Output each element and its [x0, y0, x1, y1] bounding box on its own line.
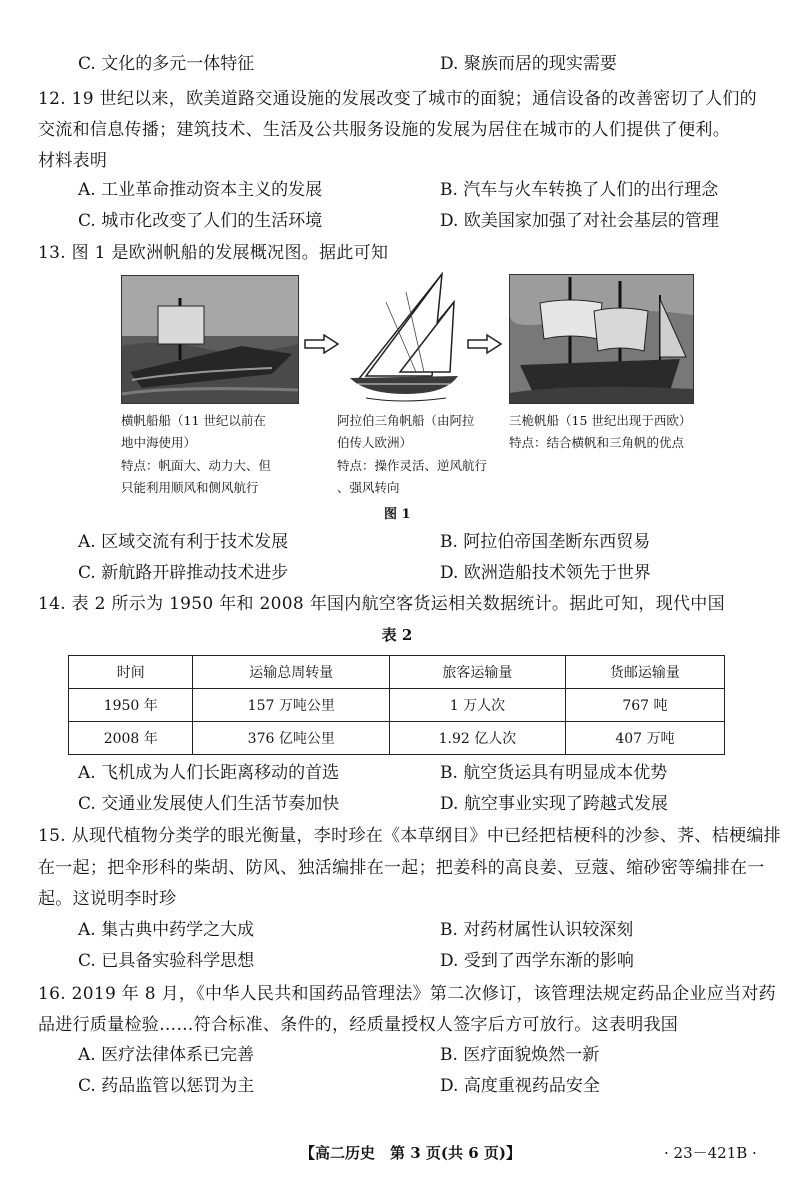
q13-option-a: A. 区域交流有利于技术发展 — [78, 532, 289, 552]
q12-option-d: D. 欧美国家加强了对社会基层的管理 — [440, 211, 719, 231]
q16-option-a: A. 医疗法律体系已完善 — [78, 1045, 255, 1065]
q12-option-a: A. 工业革命推动资本主义的发展 — [78, 180, 323, 200]
arrow-right-icon — [467, 334, 503, 354]
q12-stem-line-2: 交流和信息传播；建筑技术、生活及公共服务设施的发展为居住在城市的人们提供了便利。 — [38, 120, 730, 140]
ship1-caption-line: 特点：帆面大、动力大、但 — [121, 458, 272, 473]
table-row — [69, 722, 725, 755]
aviation-data-table — [68, 655, 725, 755]
table-caption: 表 2 — [381, 626, 413, 644]
table-cell: 1 万人次 — [390, 689, 566, 722]
ship2-caption-line: 、强风转向 — [337, 480, 400, 495]
page-footer: 【高二历史 第 3 页(共 6 页)】 — [300, 1144, 521, 1162]
table-cell: 157 万吨公里 — [193, 689, 390, 722]
q15-stem-line-1: 15. 从现代植物分类学的眼光衡量，李时珍在《本草纲目》中已经把桔梗科的沙参、荠、桔梗编排 — [38, 826, 781, 846]
q15-option-d: D. 受到了西学东渐的影响 — [440, 951, 634, 971]
q16-option-d: D. 高度重视药品安全 — [440, 1076, 600, 1096]
q11-option-c: C. 文化的多元一体特征 — [78, 54, 255, 74]
q13-option-b: B. 阿拉伯帝国垄断东西贸易 — [440, 532, 651, 552]
table-header-cell: 货邮运输量 — [565, 656, 724, 689]
arrow-right-icon — [304, 334, 340, 354]
q14-option-b: B. 航空货运具有明显成本优势 — [440, 763, 668, 783]
table-header-row — [69, 656, 725, 689]
ship2-caption-line: 特点：操作灵活、逆风航行 — [337, 458, 488, 473]
q16-stem-line-1: 16. 2019 年 8 月，《中华人民共和国药品管理法》第二次修订，该管理法规定药品企业应当对药 — [38, 984, 776, 1004]
q16-option-b: B. 医疗面貌焕然一新 — [440, 1045, 600, 1065]
ship2-caption-line: 阿拉伯三角帆船（由阿拉 — [337, 413, 475, 428]
q12-option-b: B. 汽车与火车转换了人们的出行理念 — [440, 180, 719, 200]
exam-code: · 23－421B · — [664, 1144, 757, 1162]
ship1-caption-line: 横帆船船（11 世纪以前在 — [121, 413, 266, 428]
q14-option-a: A. 飞机成为人们长距离移动的首选 — [78, 763, 340, 783]
q13-option-d: D. 欧洲造船技术领先于世界 — [440, 563, 651, 583]
table-cell: 407 万吨 — [565, 722, 724, 755]
q14-stem: 14. 表 2 所示为 1950 年和 2008 年国内航空客货运相关数据统计。据此可知，现代中国 — [38, 594, 725, 614]
table-cell: 376 亿吨公里 — [193, 722, 390, 755]
table-row — [69, 689, 725, 722]
q15-option-a: A. 集古典中药学之大成 — [78, 920, 255, 940]
lateen-sail-ship-image — [346, 272, 460, 404]
ship3-caption-line: 三桅帆船（15 世纪出现于西欧） — [509, 413, 692, 428]
three-masted-ship-image — [509, 274, 694, 404]
q12-stem-line-1: 12. 19 世纪以来，欧美道路交通设施的发展改变了城市的面貌；通信设备的改善密切了人们的 — [38, 89, 757, 109]
table-cell: 2008 年 — [69, 722, 193, 755]
table-cell: 1950 年 — [69, 689, 193, 722]
q15-stem-line-2: 在一起；把伞形科的柴胡、防风、独活编排在一起；把姜科的高良姜、豆蔻、缩砂密等编排在一 — [38, 858, 765, 878]
q11-option-d: D. 聚族而居的现实需要 — [440, 54, 617, 74]
ship3-caption-line: 特点：结合横帆和三角帆的优点 — [509, 435, 685, 450]
q12-option-c: C. 城市化改变了人们的生活环境 — [78, 211, 323, 231]
q15-stem-line-3: 起。这说明李时珍 — [38, 889, 177, 909]
q16-stem-line-2: 品进行质量检验……符合标准、条件的，经质量授权人签字后方可放行。这表明我国 — [38, 1015, 679, 1035]
table-header-cell: 旅客运输量 — [390, 656, 566, 689]
q15-option-b: B. 对药材属性认识较深刻 — [440, 920, 634, 940]
q15-option-c: C. 已具备实验科学思想 — [78, 951, 255, 971]
table-header-cell: 运输总周转量 — [193, 656, 390, 689]
ship1-caption-line: 地中海使用） — [121, 435, 197, 450]
q14-option-d: D. 航空事业实现了跨越式发展 — [440, 794, 668, 814]
q13-stem: 13. 图 1 是欧洲帆船的发展概况图。据此可知 — [38, 243, 389, 263]
table-cell: 1.92 亿人次 — [390, 722, 566, 755]
q12-stem-line-3: 材料表明 — [38, 151, 108, 171]
q14-option-c: C. 交通业发展使人们生活节奏加快 — [78, 794, 340, 814]
table-cell: 767 吨 — [565, 689, 724, 722]
q16-option-c: C. 药品监管以惩罚为主 — [78, 1076, 255, 1096]
square-sail-ship-image — [121, 275, 299, 404]
ship2-caption-line: 伯传人欧洲） — [337, 435, 413, 450]
figure-title: 图 1 — [384, 507, 411, 522]
ship1-caption-line: 只能利用顺风和侧风航行 — [121, 480, 259, 495]
q13-option-c: C. 新航路开辟推动技术进步 — [78, 563, 289, 583]
table-header-cell: 时间 — [69, 656, 193, 689]
